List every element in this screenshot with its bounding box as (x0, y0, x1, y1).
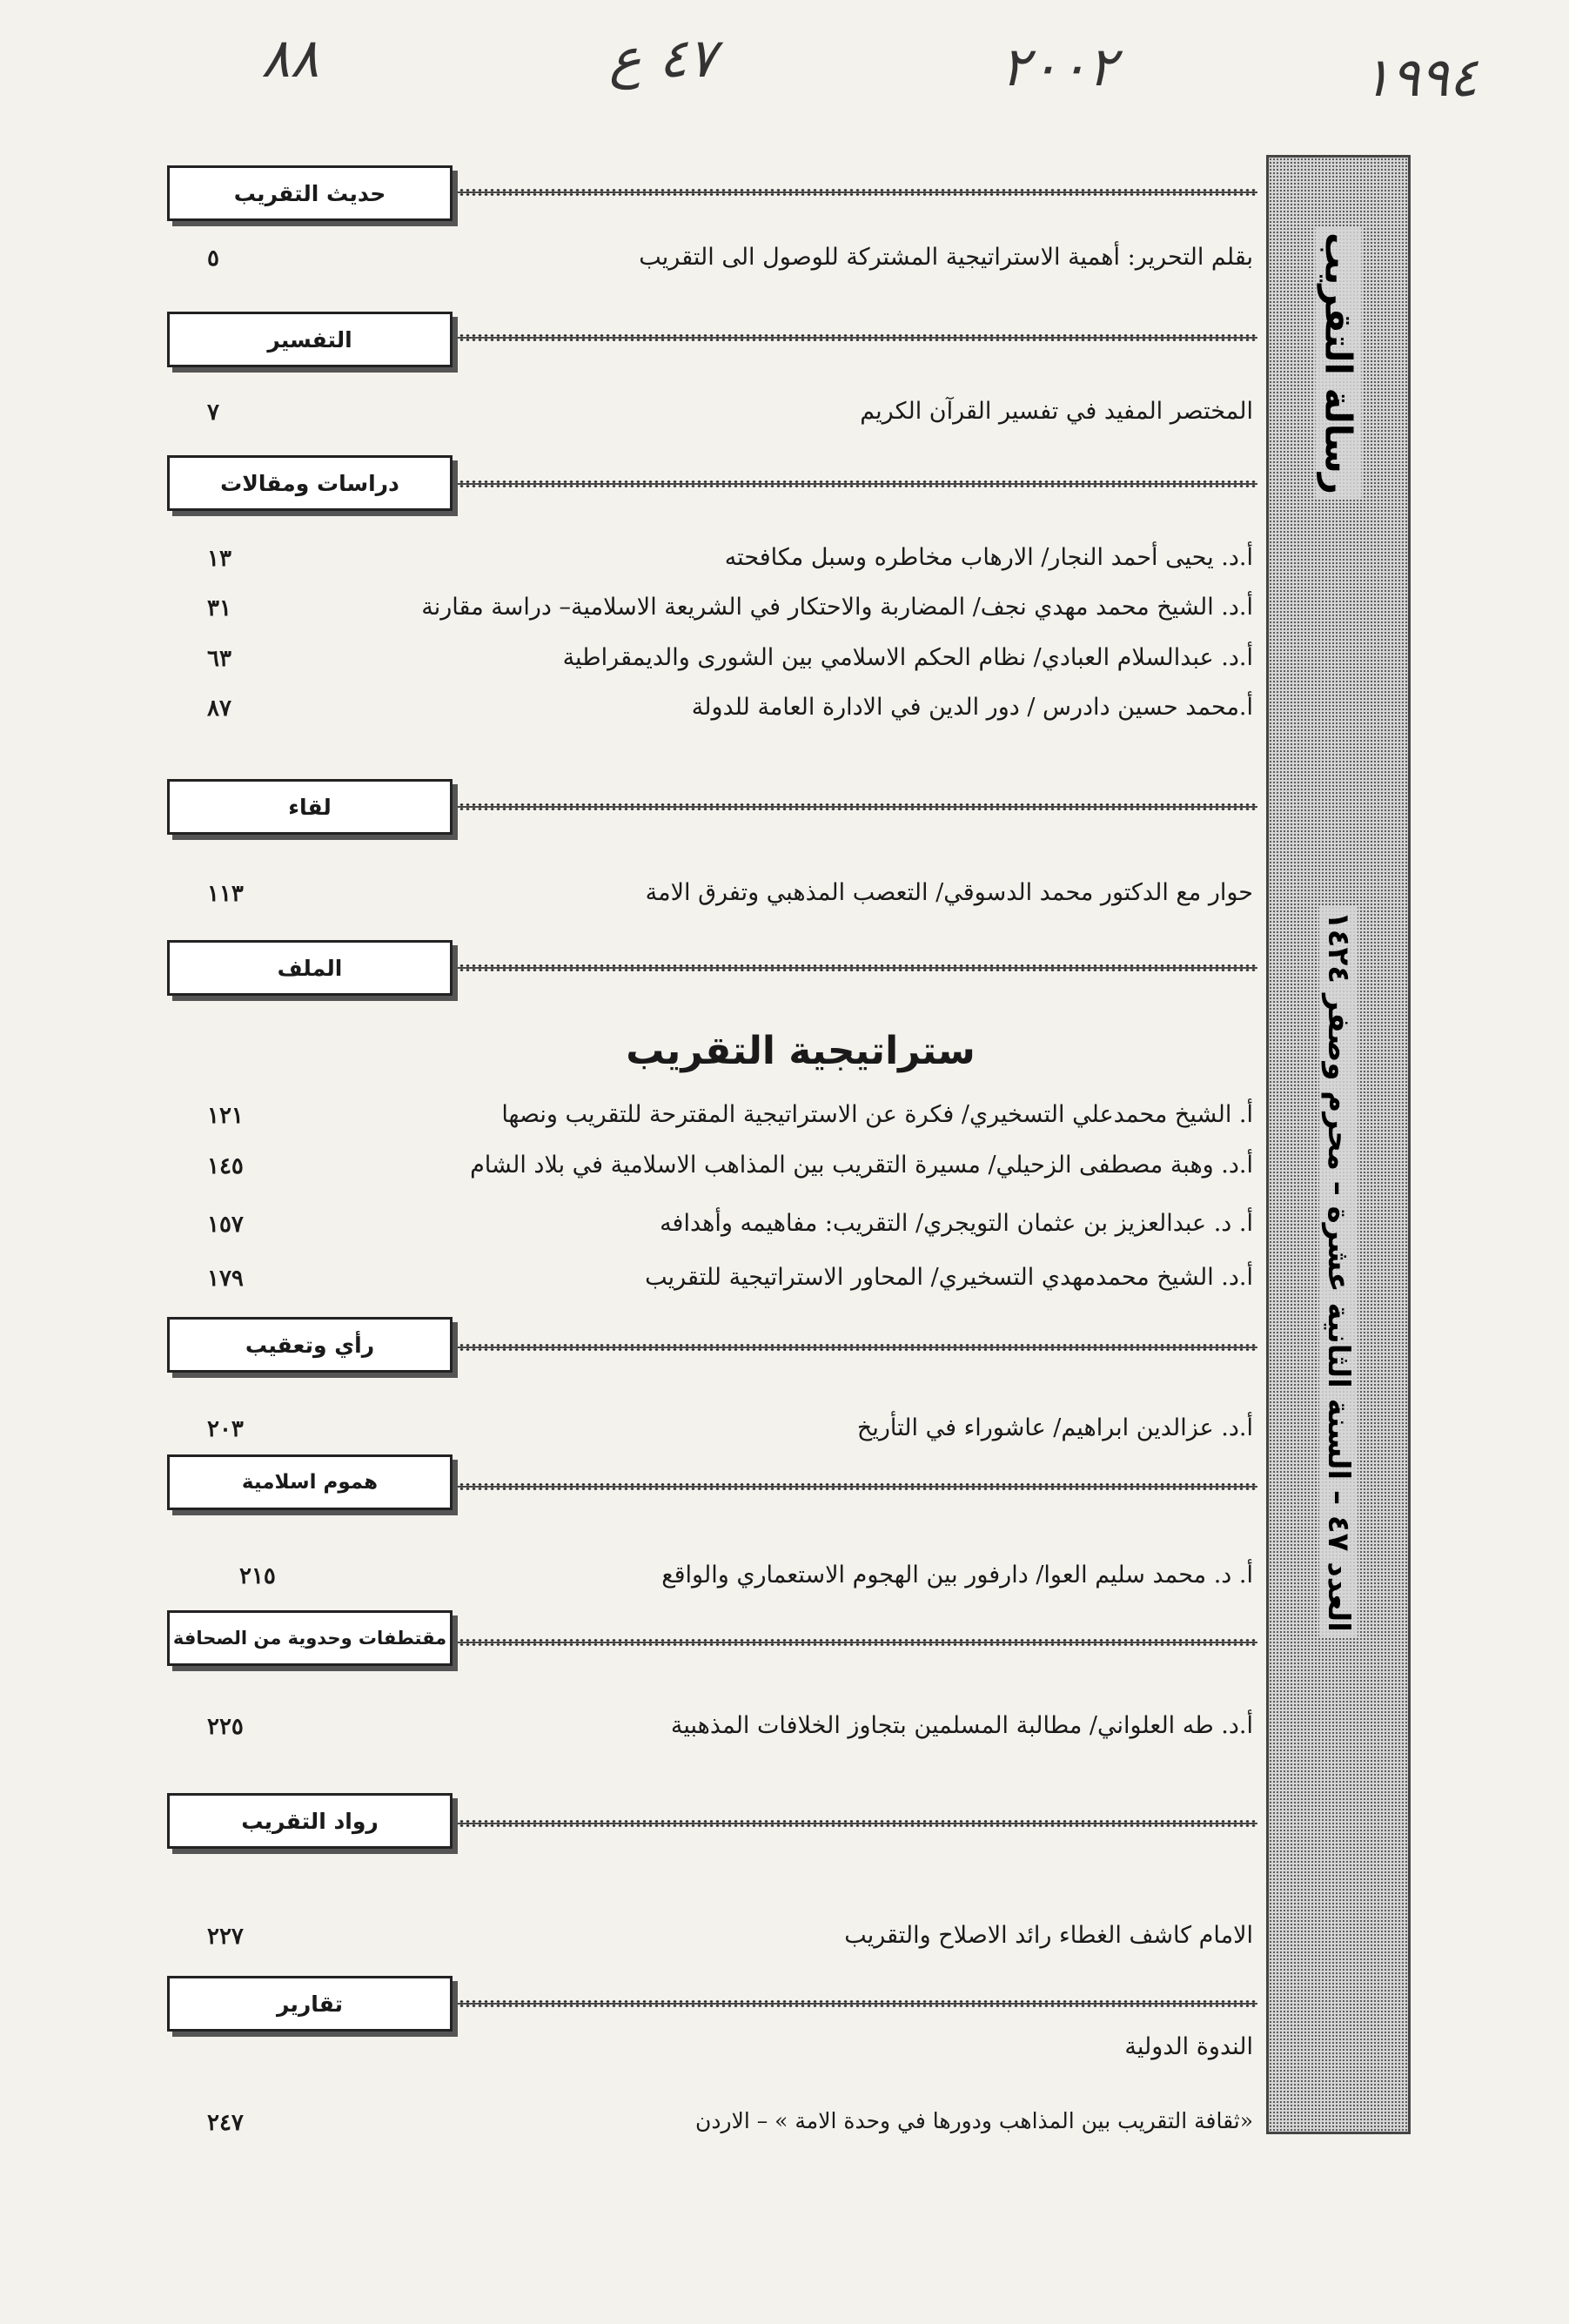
handwritten-year-mark: ٢٠٠٢ (1001, 35, 1117, 98)
section-rule (453, 1343, 1257, 1352)
toc-page-number: ١١٣ (207, 881, 244, 907)
toc-page-number: ٣١ (207, 595, 231, 621)
toc-page-number: ٢٢٥ (207, 1714, 244, 1740)
toc-entry: أ. د. عبدالعزيز بن عثمان التويجري/ التقريب: مفاهيمه وأهدافه (660, 1210, 1253, 1237)
section-rule (453, 1482, 1257, 1491)
toc-entry: أ.محمد حسين دادرس / دور الدين في الادارة العامة للدولة (691, 694, 1253, 721)
handwritten-page-mark: ٨٨ (261, 26, 319, 90)
toc-entry: المختصر المفيد في تفسير القرآن الكريم (860, 398, 1253, 425)
toc-entry: أ.د. طه العلواني/ مطالبة المسلمين بتجاوز الخلافات المذهبية (670, 1712, 1253, 1739)
section-rule (453, 480, 1257, 488)
toc-entry: أ.د. الشيخ محمد مهدي نجف/ المضاربة والاحتكار في الشريعة الاسلامية– دراسة مقارنة (421, 594, 1253, 621)
toc-page-number: ١٥٧ (207, 1212, 244, 1238)
toc-page-number: ٦٣ (207, 646, 231, 672)
toc-page-number: ٥ (207, 245, 219, 272)
toc-page-number: ١٧٩ (207, 1266, 244, 1292)
toc-page-number: ٢٢٧ (207, 1924, 244, 1950)
journal-sidebar (1266, 155, 1411, 2134)
section-rule (453, 1819, 1257, 1828)
issue-info: العدد ٤٧ – السنة الثانية عشرة – محرم وصفر ١٤٢٤ (1319, 906, 1358, 1637)
section-rule (453, 964, 1257, 972)
toc-page-number: ٢١٥ (239, 1563, 276, 1589)
section-heading-ruwwad: رواد التقريب (167, 1793, 453, 1849)
section-heading-malaf: الملف (167, 940, 453, 996)
section-heading-humum: هموم اسلامية (167, 1454, 453, 1510)
file-title: ستراتيجية التقريب (626, 1029, 976, 1073)
section-heading-muqtatafat: مقتطفات وحدوية من الصحافة (167, 1610, 453, 1666)
toc-page-number: ١٢١ (207, 1103, 244, 1129)
toc-entry: أ.د. وهبة مصطفى الزحيلي/ مسيرة التقريب بين المذاهب الاسلامية في بلاد الشام (470, 1152, 1253, 1179)
handwritten-number-mark: ١٩٩٤ (1362, 45, 1478, 109)
toc-page-number: ٨٧ (207, 695, 231, 722)
toc-entry: الامام كاشف الغطاء رائد الاصلاح والتقريب (844, 1922, 1253, 1949)
toc-entry: الندوة الدولية (1124, 2033, 1253, 2060)
toc-page-number: ٢٤٧ (207, 2110, 244, 2136)
toc-page-number: ٢٠٣ (207, 1416, 244, 1442)
toc-entry: أ.د. الشيخ محمدمهدي التسخيري/ المحاور الاستراتيجية للتقريب (645, 1264, 1253, 1291)
section-rule (453, 1638, 1257, 1647)
toc-entry: «ثقافة التقريب بين المذاهب ودورها في وحدة الامة » – الاردن (695, 2108, 1253, 2133)
section-heading-tafsir: التفسير (167, 312, 453, 367)
section-heading-liqa: لقاء (167, 779, 453, 835)
toc-entry: أ. الشيخ محمدعلي التسخيري/ فكرة عن الاستراتيجية المقترحة للتقريب ونصها (501, 1101, 1253, 1128)
toc-entry: أ. د. محمد سليم العوا/ دارفور بين الهجوم الاستعماري والواقع (661, 1562, 1253, 1589)
toc-page-number: ٧ (207, 400, 219, 426)
toc-entry: أ.د. يحيى أحمد النجار/ الارهاب مخاطره وسبل مكافحته (724, 544, 1253, 571)
toc-entry: أ.د. عبدالسلام العبادي/ نظام الحكم الاسلامي بين الشورى والديمقراطية (562, 644, 1253, 671)
section-rule (453, 188, 1257, 197)
toc-entry: حوار مع الدكتور محمد الدسوقي/ التعصب المذهبي وتفرق الامة (645, 879, 1253, 906)
section-heading-rai: رأي وتعقيب (167, 1317, 453, 1373)
handwritten-code-mark: ٤٧ ع (609, 26, 717, 90)
toc-entry: أ.د. عزالدين ابراهيم/ عاشوراء في التأريخ (856, 1414, 1253, 1441)
section-rule (453, 1999, 1257, 2008)
section-heading-studies: دراسات ومقالات (167, 455, 453, 511)
journal-title: رسالة التقريب (1316, 227, 1362, 500)
toc-entry: بقلم التحرير: أهمية الاستراتيجية المشتركة للوصول الى التقريب (639, 244, 1253, 271)
toc-page-number: ١٣ (207, 546, 231, 572)
toc-page-number: ١٤٥ (207, 1153, 244, 1179)
section-heading-taqarir: تقارير (167, 1976, 453, 2032)
section-rule (453, 333, 1257, 342)
section-rule (453, 803, 1257, 811)
section-heading-hadith: حديث التقريب (167, 165, 453, 221)
